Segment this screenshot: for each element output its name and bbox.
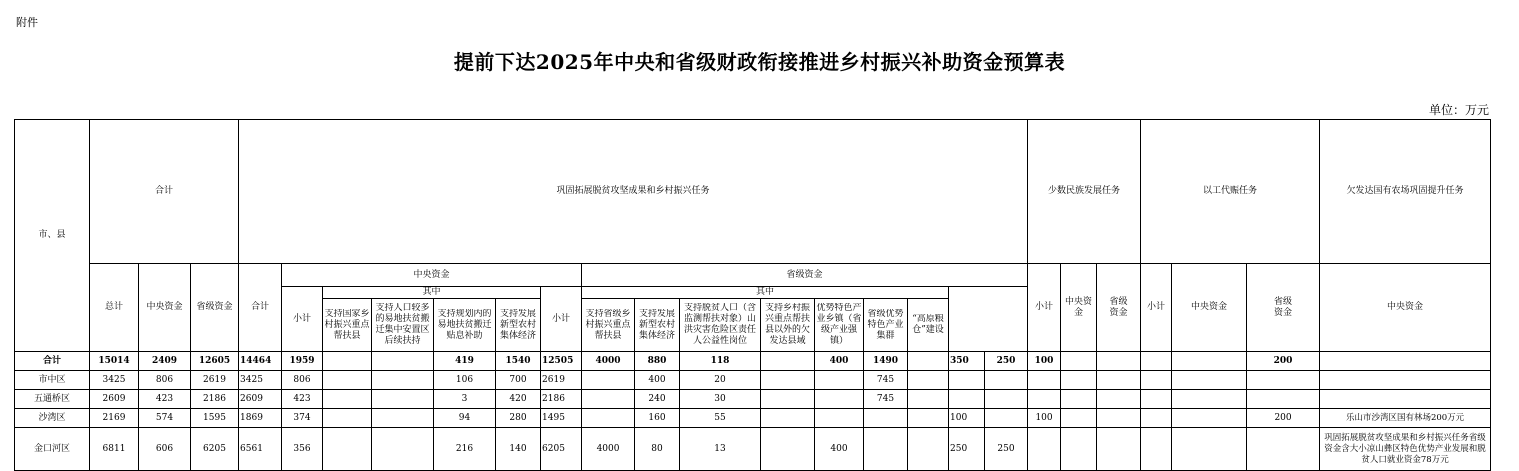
cell-w-sub bbox=[1061, 352, 1097, 371]
cell-p6 bbox=[864, 409, 908, 428]
cell-farm bbox=[1172, 428, 1247, 471]
attachment-label: 附件 bbox=[16, 16, 38, 29]
cell-c4: 280 bbox=[496, 409, 541, 428]
cell-p3: 30 bbox=[680, 390, 761, 409]
cell-g-sum: 1869 bbox=[239, 409, 282, 428]
cell-c-sub: 356 bbox=[282, 428, 323, 471]
cell-m-sub: 350 bbox=[949, 352, 985, 371]
header-total: 总计 bbox=[90, 264, 139, 352]
header-total-provincial: 省级资金 bbox=[191, 264, 239, 352]
cell-name: 金口河区 bbox=[15, 428, 90, 471]
header-gongu-group: 巩固拓展脱贫攻坚成果和乡村振兴任务 bbox=[239, 120, 1028, 264]
cell-m-prov bbox=[1028, 371, 1061, 390]
cell-g-sum: 14464 bbox=[239, 352, 282, 371]
cell-m-sub bbox=[949, 390, 985, 409]
table-row bbox=[15, 428, 1491, 471]
cell-w-prov bbox=[1141, 352, 1172, 371]
cell-p5 bbox=[815, 409, 864, 428]
cell-c4: 140 bbox=[496, 428, 541, 471]
cell-c1 bbox=[323, 409, 372, 428]
cell-p-sub: 6205 bbox=[541, 428, 582, 471]
header-work-provincial: 省级 资金 bbox=[1247, 264, 1320, 352]
cell-p2: 400 bbox=[635, 371, 680, 390]
header-c-item4: 支持发展新型农村集体经济 bbox=[496, 299, 541, 352]
cell-p-sub: 2186 bbox=[541, 390, 582, 409]
header-central-subtotal: 小计 bbox=[282, 287, 323, 352]
cell-forest bbox=[1247, 390, 1320, 409]
cell-c-sub: 423 bbox=[282, 390, 323, 409]
table-total-row bbox=[15, 352, 1491, 371]
cell-p-sub: 12505 bbox=[541, 352, 582, 371]
cell-name: 市中区 bbox=[15, 371, 90, 390]
header-farm-group: 欠发达国有农场巩固提升任务 bbox=[1320, 120, 1491, 264]
cell-c4: 420 bbox=[496, 390, 541, 409]
cell-p4 bbox=[761, 390, 815, 409]
cell-p1: 4000 bbox=[582, 428, 635, 471]
cell-g-sum: 6561 bbox=[239, 428, 282, 471]
cell-m-central bbox=[985, 390, 1028, 409]
cell-name: 五通桥区 bbox=[15, 390, 90, 409]
header-p-item2: 支持发展新型农村集体经济 bbox=[635, 299, 680, 352]
header-work-relief-group: 以工代赈任务 bbox=[1141, 120, 1320, 264]
header-p-item5: 优势特色产业乡镇（省级产业强镇） bbox=[815, 299, 864, 352]
cell-m-central bbox=[985, 371, 1028, 390]
cell-p7 bbox=[908, 371, 949, 390]
cell-p-sub: 2619 bbox=[541, 371, 582, 390]
header-work-subtotal: 小计 bbox=[1141, 264, 1172, 352]
cell-c4: 700 bbox=[496, 371, 541, 390]
header-farm-central: 中央资金 bbox=[1320, 264, 1491, 352]
budget-table bbox=[14, 119, 1491, 471]
cell-w-central bbox=[1097, 371, 1141, 390]
cell-provincial: 2186 bbox=[191, 390, 239, 409]
cell-central: 2409 bbox=[139, 352, 191, 371]
cell-m-prov: 100 bbox=[1028, 409, 1061, 428]
cell-p3: 55 bbox=[680, 409, 761, 428]
cell-p1 bbox=[582, 390, 635, 409]
header-work-central: 中央资金 bbox=[1172, 264, 1247, 352]
cell-w-sub bbox=[1061, 390, 1097, 409]
cell-provincial: 6205 bbox=[191, 428, 239, 471]
cell-c2 bbox=[372, 371, 434, 390]
cell-c2 bbox=[372, 428, 434, 471]
cell-central: 574 bbox=[139, 409, 191, 428]
cell-provincial: 1595 bbox=[191, 409, 239, 428]
cell-p6: 745 bbox=[864, 371, 908, 390]
cell-m-prov bbox=[1028, 390, 1061, 409]
cell-p5 bbox=[815, 390, 864, 409]
cell-p1 bbox=[582, 409, 635, 428]
header-provincial-subtotal: 小计 bbox=[541, 287, 582, 352]
cell-w-central bbox=[1097, 409, 1141, 428]
cell-m-sub: 250 bbox=[949, 428, 985, 471]
cell-farm bbox=[1172, 390, 1247, 409]
cell-c-sub: 374 bbox=[282, 409, 323, 428]
cell-p5: 400 bbox=[815, 352, 864, 371]
cell-p6: 1490 bbox=[864, 352, 908, 371]
cell-p2: 160 bbox=[635, 409, 680, 428]
page-title: 提前下达2025年中央和省级财政衔接推进乡村振兴补助资金预算表 bbox=[453, 50, 1066, 74]
header-c-item2: 支持人口较多的易地扶贫搬迁集中安置区后续扶持 bbox=[372, 299, 434, 352]
data-rows bbox=[15, 352, 1491, 471]
header-minority-group: 少数民族发展任务 bbox=[1028, 120, 1141, 264]
cell-total: 6811 bbox=[90, 428, 139, 471]
cell-total: 15014 bbox=[90, 352, 139, 371]
cell-p4 bbox=[761, 409, 815, 428]
unit-label: 单位：万元 bbox=[1428, 103, 1489, 117]
cell-farm bbox=[1172, 371, 1247, 390]
cell-w-sub bbox=[1061, 371, 1097, 390]
cell-central: 423 bbox=[139, 390, 191, 409]
cell-w-prov bbox=[1141, 409, 1172, 428]
cell-m-prov: 100 bbox=[1028, 352, 1061, 371]
cell-p4 bbox=[761, 352, 815, 371]
header-c-item1: 支持国家乡村振兴重点帮扶县 bbox=[323, 299, 372, 352]
header-total-group: 合计 bbox=[90, 120, 239, 264]
cell-p7 bbox=[908, 390, 949, 409]
cell-p5: 400 bbox=[815, 428, 864, 471]
cell-p4 bbox=[761, 371, 815, 390]
cell-total: 3425 bbox=[90, 371, 139, 390]
cell-c1 bbox=[323, 352, 372, 371]
cell-total: 2169 bbox=[90, 409, 139, 428]
header-gongu-central: 中央资金 bbox=[282, 264, 582, 287]
header-row-2 bbox=[15, 264, 1491, 287]
cell-w-sub bbox=[1061, 409, 1097, 428]
cell-c1 bbox=[323, 390, 372, 409]
cell-name: 沙湾区 bbox=[15, 409, 90, 428]
cell-c2 bbox=[372, 409, 434, 428]
cell-c3: 216 bbox=[434, 428, 496, 471]
cell-note bbox=[1320, 371, 1491, 390]
cell-provincial: 2619 bbox=[191, 371, 239, 390]
cell-note bbox=[1320, 390, 1491, 409]
cell-c1 bbox=[323, 371, 372, 390]
header-p-item3: 支持脱贫人口（含监测帮扶对象）山洪灾害危险区责任人公益性岗位 bbox=[680, 299, 761, 352]
cell-c4: 1540 bbox=[496, 352, 541, 371]
cell-c-sub: 806 bbox=[282, 371, 323, 390]
cell-w-central bbox=[1097, 390, 1141, 409]
header-minority-subtotal: 小计 bbox=[1028, 264, 1061, 352]
cell-p-sub: 1495 bbox=[541, 409, 582, 428]
header-total-central: 中央资金 bbox=[139, 264, 191, 352]
header-p-item6: 省级优势特色产业集群 bbox=[864, 299, 908, 352]
cell-w-prov bbox=[1141, 428, 1172, 471]
cell-c3: 419 bbox=[434, 352, 496, 371]
cell-c2 bbox=[372, 352, 434, 371]
header-provincial-of-which: 其中 bbox=[582, 287, 949, 299]
cell-w-prov bbox=[1141, 371, 1172, 390]
cell-g-sum: 3425 bbox=[239, 371, 282, 390]
cell-p5 bbox=[815, 371, 864, 390]
cell-note: 巩固拓展脱贫攻坚成果和乡村振兴任务省级资金含大小凉山彝区特色优势产业发展和脱贫人口就业资金78万元 bbox=[1320, 428, 1491, 471]
cell-p3: 20 bbox=[680, 371, 761, 390]
cell-p7 bbox=[908, 352, 949, 371]
header-p-item4: 支持乡村振兴重点帮扶县以外的欠发达县域 bbox=[761, 299, 815, 352]
header-minority-central: 中央资金 bbox=[1061, 264, 1097, 352]
cell-c2 bbox=[372, 390, 434, 409]
cell-p3: 118 bbox=[680, 352, 761, 371]
header-gongu-sum: 合计 bbox=[239, 264, 282, 352]
cell-p2: 240 bbox=[635, 390, 680, 409]
cell-w-prov bbox=[1141, 390, 1172, 409]
header-row-1 bbox=[15, 120, 1491, 264]
cell-p6 bbox=[864, 428, 908, 471]
cell-w-central bbox=[1097, 352, 1141, 371]
header-central-of-which: 其中 bbox=[323, 287, 541, 299]
table-row bbox=[15, 409, 1491, 428]
cell-forest bbox=[1247, 371, 1320, 390]
cell-provincial: 12605 bbox=[191, 352, 239, 371]
header-minority-provincial: 省级 资金 bbox=[1097, 264, 1141, 352]
cell-m-central bbox=[985, 409, 1028, 428]
header-city-county: 市、县 bbox=[15, 120, 90, 352]
cell-farm bbox=[1172, 409, 1247, 428]
cell-note bbox=[1320, 352, 1491, 371]
cell-m-central: 250 bbox=[985, 352, 1028, 371]
cell-c3: 106 bbox=[434, 371, 496, 390]
cell-central: 806 bbox=[139, 371, 191, 390]
cell-c1 bbox=[323, 428, 372, 471]
cell-p4 bbox=[761, 428, 815, 471]
cell-central: 606 bbox=[139, 428, 191, 471]
cell-name: 合计 bbox=[15, 352, 90, 371]
table-row bbox=[15, 371, 1491, 390]
cell-p2: 880 bbox=[635, 352, 680, 371]
cell-p6: 745 bbox=[864, 390, 908, 409]
cell-c-sub: 1959 bbox=[282, 352, 323, 371]
cell-g-sum: 2609 bbox=[239, 390, 282, 409]
cell-p3: 13 bbox=[680, 428, 761, 471]
cell-m-sub bbox=[949, 371, 985, 390]
cell-c3: 94 bbox=[434, 409, 496, 428]
cell-forest: 200 bbox=[1247, 409, 1320, 428]
header-gongu-provincial: 省级资金 bbox=[582, 264, 1028, 287]
cell-forest bbox=[1247, 428, 1320, 471]
cell-note: 乐山市沙湾区国有林场200万元 bbox=[1320, 409, 1491, 428]
cell-p1 bbox=[582, 371, 635, 390]
cell-p1: 4000 bbox=[582, 352, 635, 371]
cell-farm bbox=[1172, 352, 1247, 371]
cell-c3: 3 bbox=[434, 390, 496, 409]
cell-p7 bbox=[908, 428, 949, 471]
cell-p7 bbox=[908, 409, 949, 428]
header-c-item3: 支持规划内的易地扶贫搬迁贴息补助 bbox=[434, 299, 496, 352]
cell-w-central bbox=[1097, 428, 1141, 471]
cell-p2: 80 bbox=[635, 428, 680, 471]
cell-m-prov bbox=[1028, 428, 1061, 471]
cell-w-sub bbox=[1061, 428, 1097, 471]
cell-forest: 200 bbox=[1247, 352, 1320, 371]
table-row bbox=[15, 390, 1491, 409]
header-p-item7: “高原粮仓”建设 bbox=[908, 299, 949, 352]
cell-m-central: 250 bbox=[985, 428, 1028, 471]
cell-m-sub: 100 bbox=[949, 409, 985, 428]
header-p-item1: 支持省级乡村振兴重点帮扶县 bbox=[582, 299, 635, 352]
cell-total: 2609 bbox=[90, 390, 139, 409]
